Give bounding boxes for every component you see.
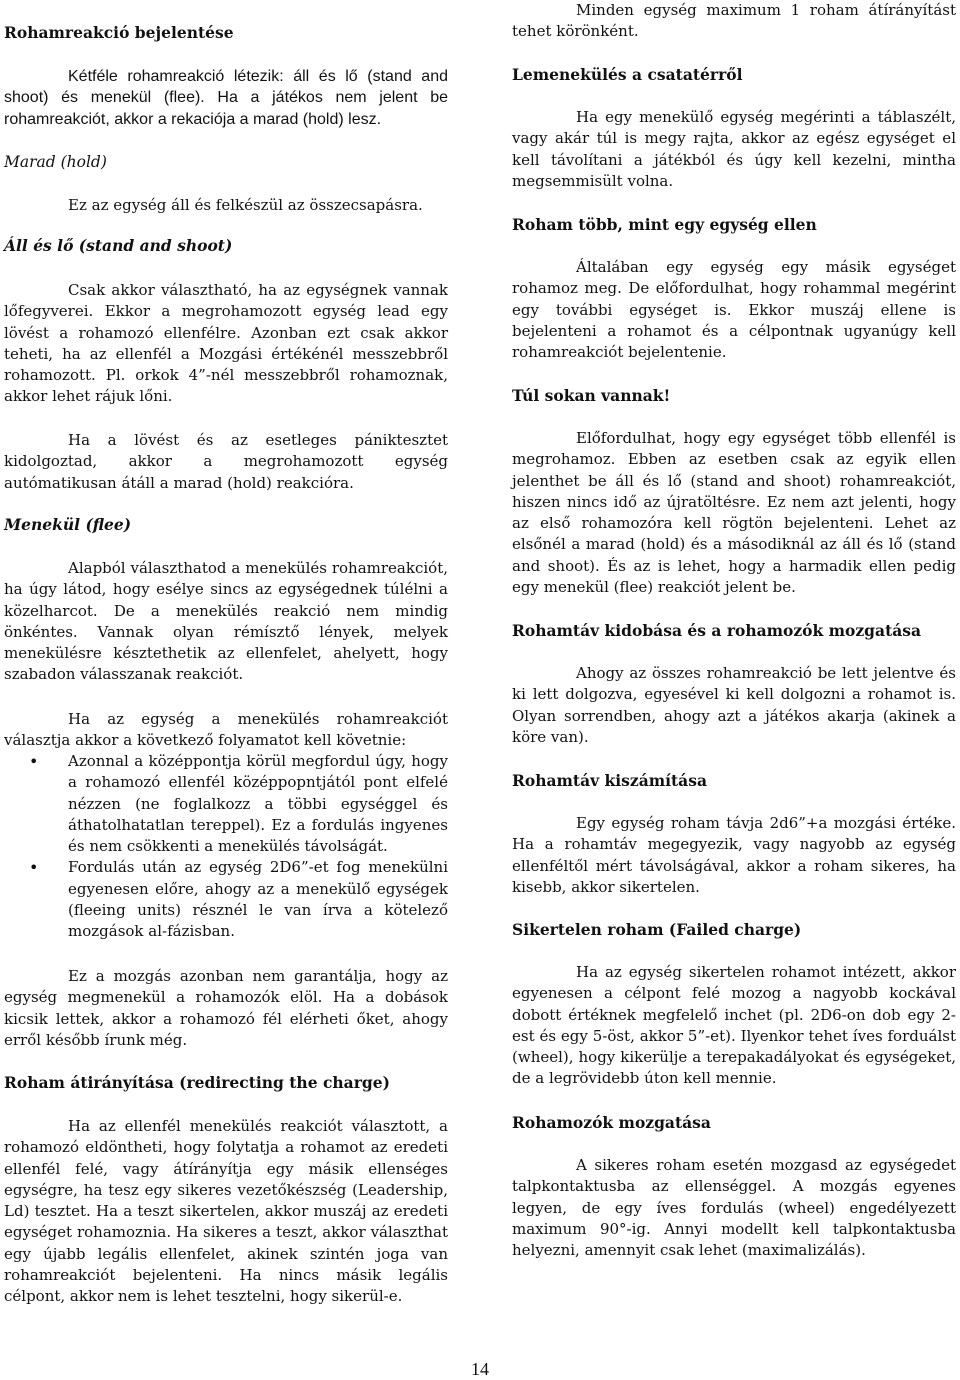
too-many-text: Előfordulhat, hogy egy egységet több ellenfél is megrohamoz. Ebben az esetben csak az egyik ellen jelenthet be áll és lő (stand and shoot) rohamreakciót, hiszen nincs idő az újratöltésre. Ez nem azt jelenti, hogy az első rohamozóra kell rögtön bejelenteni. Lehet az elsőnél a marad (hold) és a másodiknál az áll és lő (stand and shoot). És az is lehet, hogy a harmadik ellen pedig egy menekül (flee) reakciót jelent be.: [512, 429, 956, 597]
intro-paragraph: Kétféle rohamreakció létezik: áll és lő (stand and shoot) és menekül (flee). Ha a játékos nem jelent be rohamreakciót, akkor a rekaciója a marad (hold) lesz.: [4, 68, 448, 128]
hold-text: Ez az egység áll és felkészül az összecsapásra.: [68, 196, 423, 214]
charge-calc-heading: Rohamtáv kiszámítása: [512, 771, 707, 790]
bullet-icon: •: [29, 752, 39, 771]
failed-charge-heading: Sikertelen roham (Failed charge): [512, 920, 802, 939]
multi-unit-heading: Roham több, mint egy egység ellen: [512, 215, 817, 234]
list-item: • Fordulás után az egység 2D6”-et fog menekülni egyenesen előre, ahogy az a menekülő egységek (fleeing units) résznél le van írva a kötelező mozgások al-fázisban.: [29, 858, 448, 941]
redirect-text: Ha az ellenfél menekülés reakciót választott, a rohamozó eldöntheti, hogy folytatja a rohamot az eredeti ellenfél felé, vagy átírányítja egy másik ellenséges egységre, ha tesz egy sikeres vezetőkészség (Leadership, Ld) tesztet. Ha a teszt sikertelen, akkor muszáj az eredeti egységet rohamoznia. Ha sikeres a teszt, akkor választhat egy újabb legális ellenfelet, akinek szintén joga van rohamreakciót bejelenteni. Ha nincs másik legális célpont, akkor nem is lehet tesztelni, hogy sikerül-e.: [4, 1117, 448, 1306]
escape-heading: Lemenekülés a csatatérről: [512, 65, 743, 84]
flee-text: Alapból választhatod a menekülés rohamreakciót, ha úgy látod, hogy esélye sincs az egységednek túlélni a közelharcot. De a menekülés reakció nem mindig önkéntes. Vannak olyan rémísztő lények, melyek menekülésre késztethetik az ellenfelet, ahelyett, hogy szabadon válasszanak reakciót.: [4, 559, 448, 684]
flee-heading: Menekül (flee): [4, 515, 132, 534]
stand-and-shoot-text-2: Ha a lövést és az esetleges pániktesztet kidolgoztad, akkor a megrohamozott egység autómatikusan átáll a marad (hold) reakcióra.: [4, 431, 448, 492]
bullet-icon: •: [29, 858, 39, 878]
charge-range-text: Ahogy az összes rohamreakció be lett jelentve és ki lett dolgozva, egyesével ki kell dolgozni a rohamot is. Olyan sorrendben, ahogy azt a játékos akarja (akinek a köre van).: [512, 664, 956, 746]
hold-heading: Marad (hold): [4, 153, 107, 171]
charge-calc-text: Egy egység roham távja 2d6”+a mozgási értéke. Ha a rohamtáv megegyezik, vagy nagyobb az egység ellenféltől mért távolságával, akkor a roham sikeres, ha kisebb, akkor sikertelen.: [512, 814, 956, 896]
page-number: 14: [471, 1359, 489, 1379]
charger-move-text: A sikeres roham esetén mozgasd az egységedet talpkontaktusba az ellenséggel. A mozgás egyenes legyen, de egy íves fordulás (wheel) engedélyezett maximum 90°-ig. Annyi modellt kell talpkontaktusba helyezni, amennyit csak lehet (maximalizálás).: [512, 1156, 956, 1260]
stand-and-shoot-heading: Áll és lő (stand and shoot): [4, 236, 233, 255]
flee-text-3: Ez a mozgás azonban nem garantálja, hogy az egység megmenekül a rohamozók elöl. Ha a dobások kicsik lettek, akkor a rohamozó fél elérheti őket, ahogy erről később írunk még.: [4, 967, 448, 1049]
escape-text: Ha egy menekülő egység megérinti a táblaszélt, vagy akár túl is megy rajta, akkor az egész egységet el kell távolítani a játékból és úgy kell kezelni, mintha megsemmisült volna.: [512, 108, 956, 190]
stand-and-shoot-text: Csak akkor választható, ha az egységnek vannak lőfegyverei. Ekkor a megrohamozott egység lead egy lövést a rohamozó ellenfélre. Azonban ezt csak akkor teheti, ha az ellenfél a Mozgási értékénél messzebbről rohamozott. Pl. orkok 4”-nél messzebbről rohamoznak, akkor lehet rájuk lőni.: [4, 281, 448, 406]
flee-text-2: Ha az egység a menekülés rohamreakciót választja akkor a következő folyamatot kell követnie:: [4, 710, 448, 750]
redirect-heading: Roham átirányítása (redirecting the charge): [4, 1073, 390, 1092]
redirect-limit-text: Minden egység maximum 1 roham átírányítást tehet körönként.: [512, 1, 956, 41]
list-item: • Azonnal a középpontja körül megfordul úgy, hogy a rohamozó ellenfél középpopntjától pont elfelé nézzen (ne foglalkozz a többi egységgel és áthatolhatatlan tereppel). Ez a fordulás ingyenes és nem csökkenti a menekülés távolságát.: [29, 752, 448, 856]
charge-range-heading: Rohamtáv kidobása és a rohamozók mozgatása: [512, 621, 922, 640]
failed-charge-text: Ha az egység sikertelen rohamot intézett, akkor egyenesen a célpont felé mozog a nagyobb kockával dobott értéknek megfelelő inchet (pl. 2D6-on dob egy 2-est és egy 5-öst, akkor 5”-et). Ilyenkor tehet íves forduálst (wheel), hogy kikerülje a terepakadályokat és egységeket, de a legrövidebb úton kell mennie.: [512, 963, 956, 1088]
charger-move-heading: Rohamozók mozgatása: [512, 1113, 711, 1132]
section-title-charge-reaction: Rohamreakció bejelentése: [4, 23, 234, 42]
multi-unit-text: Általában egy egység egy másik egységet rohamoz meg. De előfordulhat, hogy rohammal megérint egy további egységet is. Ekkor muszáj ellene is bejelenteni a rohamot és a célpontnak ugyanúgy kell rohamreakciót bejelentenie.: [512, 258, 956, 362]
flee-steps-list: [4, 751, 448, 943]
too-many-heading: Túl sokan vannak!: [512, 386, 671, 405]
